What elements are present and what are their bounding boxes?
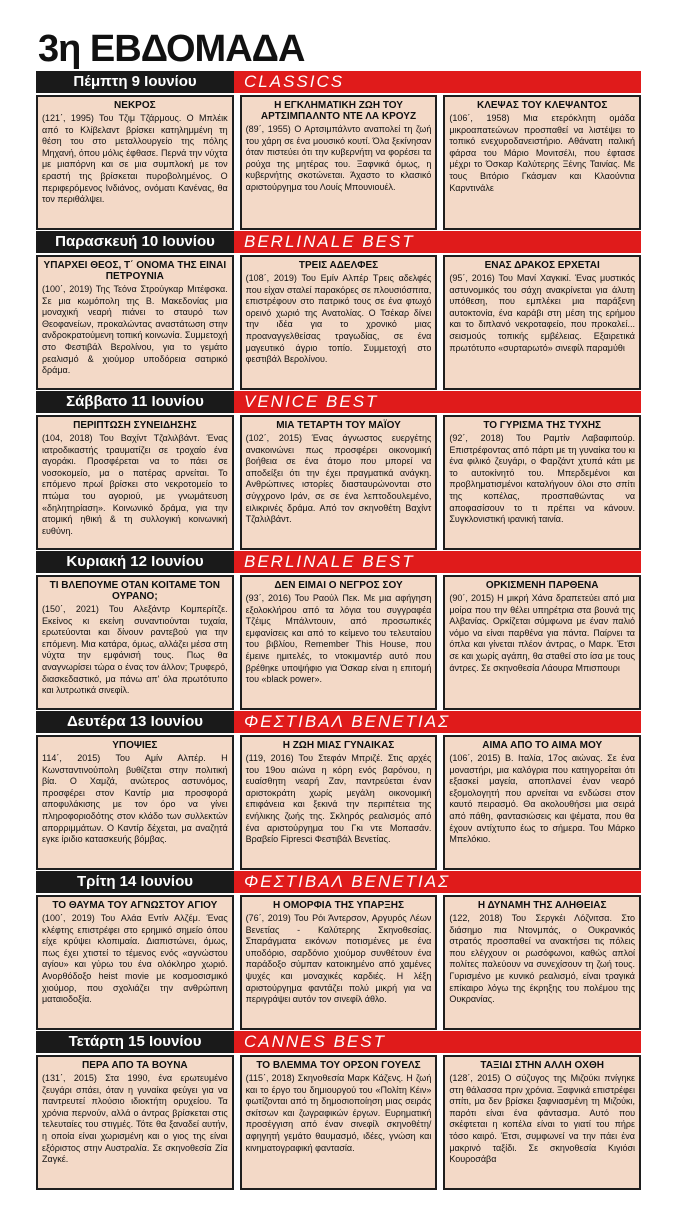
film-title: ΤΟ ΓΥΡΙΣΜΑ ΤΗΣ ΤΥΧΗΣ <box>483 420 602 431</box>
film-description: (104, 2018) Του Βαχίντ Τζαλιλβάντ. Ένας ιατροδικαστής τραυματίζει σε τροχαίο ένα αγοράκι. Προσφέρεται να το πάει σε νοσοκομείο, μα ο πατέρας αρνείται. Το επόμενο πρωί βρίσκει στο νεκροτομείο το πτώμα του αγοριού, με γνωμάτευση «δηλητηρίαση». Κοινωνικό δράμα, για την ατομική ηθική & τη συλλογική κοινωνική ευθύνη. <box>42 433 228 536</box>
film-card <box>36 95 234 230</box>
film-title: ΤΙ ΒΛΕΠΟΥΜΕ ΟΤΑΝ ΚΟΙΤΑΜΕ ΤΟΝ ΟΥΡΑΝΟ; <box>49 580 221 602</box>
film-title: ΔΕΝ ΕΙΜΑΙ Ο ΝΕΓΡΟΣ ΣΟΥ <box>274 580 403 591</box>
film-description: (89΄, 1955) Ο Αρτσιμπάλντο αναπολεί τη ζωή του χάρη σε ένα μουσικό κουτί. Όλα ξεκίνησαν όταν πιστεύει ότι την κυβερνήτη να φορέσει τα ρούχα της μητέρας του. Ξαφνικά όμως, η κυβερνήτης σκοτώνεται. Άχαστο το κλασικό αριστούργημα του Λουίς Μπουνιουέλ. <box>245 124 432 192</box>
day-header <box>36 551 641 573</box>
day-theme: CANNES BEST <box>234 1031 641 1053</box>
film-title: Η ΖΩΗ ΜΙΑΣ ΓΥΝΑΙΚΑΣ <box>282 740 395 751</box>
film-card <box>240 415 438 550</box>
film-title: ΤΑΞΙΔΙ ΣΤΗΝ ΑΛΛΗ ΟΧΘΗ <box>480 1060 604 1071</box>
film-card <box>36 895 234 1030</box>
day-header <box>36 71 641 93</box>
film-card <box>240 255 438 390</box>
film-title: ΕΝΑΣ ΔΡΑΚΟΣ ΕΡΧΕΤΑΙ <box>484 260 600 271</box>
film-row <box>36 95 641 230</box>
film-title: ΜΙΑ ΤΕΤΑΡΤΗ ΤΟΥ ΜΑΪΟΥ <box>276 420 401 431</box>
film-card <box>443 255 641 390</box>
film-description: (93΄, 2016) Του Ραούλ Πεκ. Με μια αφήγηση εξολοκλήρου από τα λόγια του συγγραφέα Τζέιμς Μπάλντουιν, από προσωπικές εμφανίσεις και από το κείμενο του τελευταίου του βιβλίου, Remember This House, που έμεινε ημιτελές, το ντοκιμαντέρ αυτό που βρέθηκε υποψήφιο για Όσκαρ είναι η επιτομή του «black power». <box>245 593 432 685</box>
day-header <box>36 1031 641 1053</box>
film-row <box>36 735 641 870</box>
film-card <box>36 255 234 390</box>
day-name: Πέμπτη 9 Ιουνίου <box>36 71 234 93</box>
film-title: ΠΕΡΑ ΑΠΟ ΤΑ ΒΟΥΝΑ <box>82 1060 188 1071</box>
film-row <box>36 1055 641 1190</box>
day-name: Δευτέρα 13 Ιουνίου <box>36 711 234 733</box>
film-description: (131΄, 2015) Στα 1990, ένα ερωτευμένο ζευγάρι σπάει, όταν η γυναίκα φεύγει για να παντρευτεί πλούσιο ιδιοκτήτη ορυχείου. Τα χρόνια περνούν, αλλά ο άντρας βρίσκεται στις τελευταίες του στιγμές. Τότε θα ξαναδεί αυτήν, η οποία είναι χωρισμένη και ο γιος της είναι εξόριστος στην Αυστραλία. Σε σκηνοθεσία Ζία Ζαγκέ. <box>42 1073 228 1165</box>
day-theme: BERLINALE BEST <box>234 231 641 253</box>
film-card <box>443 415 641 550</box>
film-description: (128΄, 2015) Ο σύζυγος της Μιζούκι πνίγηκε στη θάλασσα πριν χρόνια. Ξαφνικά επιστρέφει σπίτι, μα δεν βρίσκει ξαφνιασμένη τη Μιζούκι, παρότι είναι ένα φάντασμα. Αυτό που σκέφτεται η κοπέλα είναι το γιατί του πήρε τόσο καιρό. Έτσι, συμφωνεί να την πάει ένα μακρινό ταξίδι. Σε σκηνοθεσία Κιγιόσι Κουροσάβα <box>449 1073 636 1165</box>
film-title: ΤΡΕΙΣ ΑΔΕΛΦΕΣ <box>298 260 379 271</box>
film-card <box>240 95 438 230</box>
film-description: (106΄, 1958) Μια ετερόκλητη ομάδα μικροαπατεώνων προσπαθεί να λιστέψει το τοπικό ενεχυροδανειστήριο. Αθάνατη ιταλική φάρσα του Μάριο Μονιτσέλι, που έφτασε μέχρι το Όσκαρ Καλύτερης Ξένης Ταινίας. Με τους Βιτόριο Γκάσμαν και Κλαούντια Καρντινάλε <box>449 113 636 193</box>
film-description: (95΄, 2016) Του Μανί Χαγκικί. Ένας μυστικός αστυνομικός του σάχη ανακρίνεται για άλυτη υπόθεση, που εμπλέκει μια παράξενη αυτοκτονία, ένα καράβι στη μέση της ερήμου και το διπλανό νεκροταφείο, που προκαλεί... σεισμούς τοπικής εμβέλειας. Εξαιρετικά πρωτότυπο «συρταρωτό» σινεφίλ παραμύθι <box>449 273 636 353</box>
film-card <box>240 1055 438 1190</box>
day-name: Κυριακή 12 Ιουνίου <box>36 551 234 573</box>
day-name: Τρίτη 14 Ιουνίου <box>36 871 234 893</box>
film-row <box>36 255 641 390</box>
film-card <box>443 1055 641 1190</box>
day-header <box>36 711 641 733</box>
day-header <box>36 231 641 253</box>
day-theme: ΦΕΣΤΙΒΑΛ ΒΕΝΕΤΙΑΣ <box>234 711 641 733</box>
film-card <box>443 575 641 710</box>
film-description: (100΄, 2019) Του Αλάα Εντίν Αλζέμ. Ένας κλέφτης επιστρέφει στο ερημικό σημείο όπου είχε κρύψει κλοπιμαία. Διαπιστώνει, όμως, πως έχει χτιστεί το τέμενος ενός «αγνώστου αγίου» και γύρω του ένα ολόκληρο χωριό. Ανορθόδοξο heist movie με κοσμοσισμικό χιούμορ, που σχολιάζει την ανθρώπινη ματαιοδοξία. <box>42 913 228 1005</box>
film-description: (102΄, 2015) Ένας άγνωστος ευεργέτης ανακοινώνει πως προσφέρει οικονομική βοήθεια σε ένα άτομο που μπορεί να αποδείξει ότι την έχει πραγματικά ανάγκη. Ανθρώπινες ιστορίες διασταυρώνονται στο σύγχρονο Ιράν, σε σε ένα λεπτοδουλεμένο, ειλικρινές δράμα. Από τον σκηνοθέτη Βαχίντ Τζαλιλβάντ. <box>245 433 432 525</box>
film-card <box>240 895 438 1030</box>
film-description: (108΄, 2019) Του Εμίν Αλπέρ Τρεις αδελφές που είχαν σταλεί παρακόρες σε πλουσιόσπιτα, επιστρέφουν στο πατρικό τους σε ένα φτωχό ορεινό χωριό της Ανατολίας. Ο Τσέκαρ δίνει την ιδέα για το χρονικό μιας προαναγγελθείσας τραγωδίας, σε ένα μαγευτικό άγριο τοπίο. Συμμετοχή στο φεστιβάλ Βερολίνου. <box>245 273 432 365</box>
film-title: ΥΠΟΨΙΕΣ <box>112 740 158 751</box>
film-description: (106΄, 2015) Β. Ιταλία, 17ος αιώνας. Σε ένα μοναστήρι, μια καλόγρια που κατηγορείται ότι εξασκεί μαγεία, αποπλανεί έναν νεαρό εξομολογητή που αρνείται να ενδώσει στον καυτό πειρασμό. Θα ακολουθήσει μια σειρά από πάθη, φαντασιώσεις και ψέματα, που θα έχουν αντίχτυπο έως το σήμερα. Του Μάρκο Μπελόκιο. <box>449 753 636 845</box>
film-card <box>240 735 438 870</box>
film-title: ΟΡΚΙΣΜΕΝΗ ΠΑΡΘΕΝΑ <box>485 580 599 591</box>
film-title: Η ΔΥΝΑΜΗ ΤΗΣ ΑΛΗΘΕΙΑΣ <box>477 900 607 911</box>
page-title: 3η ΕΒΔΟΜΑΔΑ <box>38 28 305 70</box>
film-description: (115΄, 2018) Σκηνοθεσία Μαρκ Κάζενς. Η ζωή και το έργο του δημιουργού του «Πολίτη Κέιν» φωτίζονται από τη δημοσιοποίηση μιας σειράς σκίτσων και ζωγραφικών έργων. Ευρηματική προσέγγιση από έναν σινεφίλ σκηνοθέτη/αφηγητή γεμάτο θαυμασμό, ιδέες, γνώση και κινηματογραφική φαντασία. <box>245 1073 432 1153</box>
film-description: (119, 2016) Του Στεφάν Μπριζέ. Στις αρχές του 19ου αιώνα η κόρη ενός βαρόνου, η ευαίσθητη νεαρή Ζαν, παντρεύεται έναν αριστοκράτη χωρίς μεγάλη οικονομική επιφάνεια και ξεκινά την περιπέτεια της ενήλικης ζωής της. Σκληρός ρεαλισμός από ένα αριστούργημα του Γκι ντε Μοπασάν. Βραβείο Fipresci Φεστιβάλ Βενετίας. <box>245 753 432 845</box>
day-name: Σάββατο 11 Ιουνίου <box>36 391 234 413</box>
film-title: ΚΛΕΨΑΣ ΤΟΥ ΚΛΕΨΑΝΤΟΣ <box>477 100 608 111</box>
film-description: (92΄, 2018) Του Ραμτίν Λαβαφιπούρ. Επιστρέφοντας από πάρτι με τη γυναίκα του κι ένα φιλικό ζευγάρι, ο Φαρζάντ χτυπά κάτι με το αυτοκίνητό του. Μπερδεμένοι και προβληματισμένοι καταλήγουν όλοι στο σπίτι της κοπέλας, προσπαθώντας να αποφασίσουν το τι πρέπει να κάνουν. Συγκλονιστική ιρανική ταινία. <box>449 433 636 525</box>
film-title: ΥΠΑΡΧΕΙ ΘΕΟΣ, Τ΄ ΟΝΟΜΑ ΤΗΣ ΕΙΝΑΙ ΠΕΤΡΟΥΝΙΑ <box>43 260 227 282</box>
film-title: ΑΙΜΑ ΑΠΟ ΤΟ ΑΙΜΑ ΜΟΥ <box>482 740 603 751</box>
film-row <box>36 895 641 1030</box>
film-card <box>36 415 234 550</box>
film-description: 114΄, 2015) Του Αμίν Αλπέρ. Η Κωνσταντινούπολη βυθίζεται στην πολιτική βία. Ο Χαμζά, ανώτερος αστυνόμος, προσφέρει στον Καντίρ μια προσφορά αποφυλάκισης με τον όρο να γίνει πληροφοριοδότης στον κλάδο των συλλεκτών απορριμμάτων. Ο Καντίρ δέχεται, μα αναζητά εγκε ίριδιο κατασκευής βόμβας. <box>42 753 228 845</box>
film-title: ΝΕΚΡΟΣ <box>114 100 156 111</box>
day-theme: ΦΕΣΤΙΒΑΛ ΒΕΝΕΤΙΑΣ <box>234 871 641 893</box>
day-header <box>36 871 641 893</box>
film-row <box>36 575 641 710</box>
day-header <box>36 391 641 413</box>
film-card <box>36 1055 234 1190</box>
film-card <box>240 575 438 710</box>
day-theme: CLASSICS <box>234 71 641 93</box>
film-title: Η ΟΜΟΡΦΙΑ ΤΗΣ ΥΠΑΡΞΗΣ <box>273 900 404 911</box>
film-description: (100΄, 2019) Της Τεόνα Στρούγκαρ Μιτέφσκα. Σε μια κωμόπολη της Β. Μακεδονίας μια μοναχική νεαρή πιάνει το σταυρό των Θεοφανείων, προκαλώντας αναστάτωση στην ανδροκρατούμενη τοπική κοινωνία. Συμμετοχή στο Φεστιβάλ Βερολίνου, για το γεμάτο ρεαλισμό & χιούμορ υποδόρεια σατιρικό δράμα. <box>42 284 228 376</box>
film-title: ΤΟ ΒΛΕΜΜΑ ΤΟΥ ΟΡΣΟΝ ΓΟΥΕΛΣ <box>256 1060 421 1071</box>
film-card <box>443 735 641 870</box>
film-row <box>36 415 641 550</box>
day-theme: VENICE BEST <box>234 391 641 413</box>
film-description: (121΄, 1995) Του Τζιμ Τζάρμους. Ο Μπλέικ από το Κλίβελαντ βρίσκει κατηλημμένη τη θέση του στο μεταλλουργείο της πόλης Μηχανή, όπου μόλις έφθασε. Περνά την νύχτα με μιαπόρνη και σε μια συμπλοκή με τον εραστή της βρίσκεται πυροβολημένος. Ο περιφερόμενος Ινδιάνος, ονόματι Κανένας, θα τον περιθάλψει. <box>42 113 228 205</box>
film-title: Η ΕΓΚΛΗΜΑΤΙΚΗ ΖΩΗ ΤΟΥ ΑΡΤΣΙΜΠΑΛΝΤΟ ΝΤΕ ΛΑ ΚΡΟΥΖ <box>260 100 417 122</box>
film-card <box>36 575 234 710</box>
film-description: (76΄, 2019) Του Ρόι Άντερσον, Αργυρός Λέων Βενετίας - Καλύτερης Σκηνοθεσίας. Σπαράγματα εικόνων ποτισμένες με ένα υποδόριο, σαρδόνιο χιούμορ συνθέτουν ένα παράδοξο σύμπαν κατοικημένο από χαμένες ψυχές και μοναχικές καρδιές. Η λέξη αριστούργημα φαντάζει πολύ μικρή για να περιγράψει αυτόν τον σινεφίλ άθλο. <box>245 913 432 1005</box>
film-title: ΠΕΡΙΠΤΩΣΗ ΣΥΝΕΙΔΗΣΗΣ <box>73 420 197 431</box>
film-card <box>443 95 641 230</box>
film-title: ΤΟ ΘΑΥΜΑ ΤΟΥ ΑΓΝΩΣΤΟΥ ΑΓΙΟΥ <box>52 900 218 911</box>
film-card <box>36 735 234 870</box>
day-theme: BERLINALE BEST <box>234 551 641 573</box>
day-name: Παρασκευή 10 Ιουνίου <box>36 231 234 253</box>
film-description: (90΄, 2015) Η μικρή Χάνα δραπετεύει από μια μοίρα που την θέλει υπηρέτρια στα βουνά της Αλβανίας. Ορκίζεται σύμφωνα με έναν παλιό νόμο να είναι παρθένα για πάντα. Παίρνει τα όπλα και γίνεται πλέον άντρας, ο Μαρκ. Έτσι σε και χωρίς αγάπη, θα σταθεί στο ίσα με τους άντρες. Σε σκηνοθεσία Λάουρα Μπισπουρι <box>449 593 636 673</box>
day-name: Τετάρτη 15 Ιουνίου <box>36 1031 234 1053</box>
film-card <box>443 895 641 1030</box>
film-description: (122, 2018) Του Σεργκέι Λόζνιτσα. Στο διάσημο πια Ντονμπάς, ο Ουκρανικός στρατός προσπαθεί να ανακτήσει τις πόλεις που ελέγχουν οι ρωσόφωνοι, καθώς απλοί πολίτες παλεύουν να συνεχίσουν τη ζωή τους. Γυρισμένο με κυνικό ρεαλισμό, είναι τραγικά επίκαιρο λόγω της έκρηξης του πολέμου της Ουκρανίας. <box>449 913 636 1005</box>
film-description: (150΄, 2021) Του Αλεξάντρ Κομπερίτζε. Εκείνος κι εκείνη συναντιούνται τυχαία, ερωτεύονται και δίνουν ραντεβού για την επόμενη. Μια κατάρα, όμως, αλλάζει μέσα στη νύχτα την εμφάνισή τους. Πως θα αναγνωρίσει τώρα ο ένας τον άλλον; Τρυφερό, διασκεδαστικό, μα πάνω απ' όλα πρωτότυπο και λυτρωτικά σινεφίλ. <box>42 604 228 696</box>
